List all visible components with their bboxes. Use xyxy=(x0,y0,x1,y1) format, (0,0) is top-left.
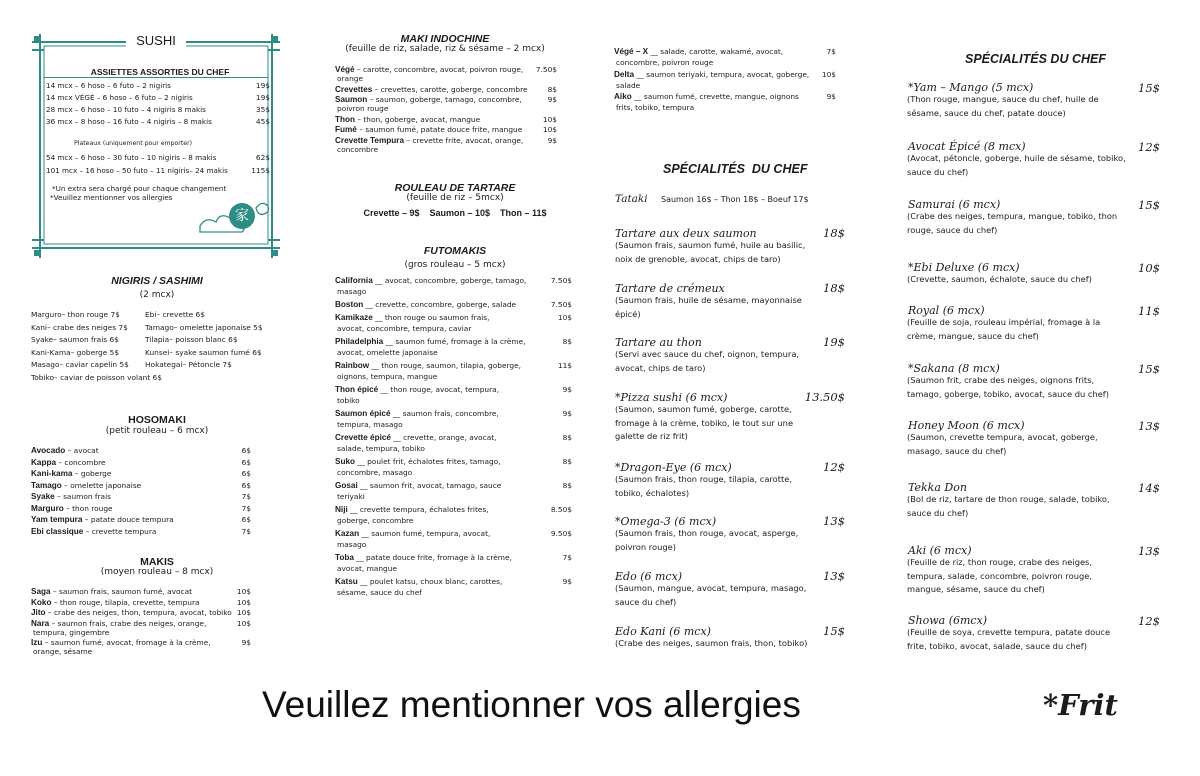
item-desc-2: frits, tobiko, tempura xyxy=(616,103,695,112)
maki-indochine-sub: (feuille de riz, salade, riz & sésame – 2 mcx) xyxy=(345,44,545,54)
item-desc: – crevette frite, avocat, orange, xyxy=(404,135,524,145)
item-desc: __ patate douce frite, fromage à la crème, xyxy=(353,553,512,562)
item-name: Syake xyxy=(31,492,55,501)
item-price: 10$ xyxy=(557,313,572,322)
nigiri-item: Tobiko– caviar de poisson volant 6$ xyxy=(31,372,162,382)
item-name: Ebi classique xyxy=(31,526,84,536)
item-name: Gosai xyxy=(335,481,358,490)
chef-item-desc: (Saumon frit, crabe des neiges, oignons frits, tamago, goberge, tobiko, avocat, sauce du chef) xyxy=(907,375,1109,399)
chef-item-price: 18$ xyxy=(823,226,845,240)
item-name: Thon xyxy=(335,114,356,124)
hosomaki-sub: (petit rouleau – 6 mcx) xyxy=(105,426,209,436)
nigiri-item: Hokategai– Pétoncle 7$ xyxy=(145,360,232,369)
chef-item-name: Tartare de crémeux xyxy=(615,282,725,295)
menu-item-line xyxy=(31,492,111,501)
item-desc: __ crevette, orange, avocat, xyxy=(390,433,497,442)
item-price: 10$ xyxy=(236,618,251,628)
item-desc-2: concombre, masago xyxy=(337,468,413,477)
frit-note: *Frit xyxy=(1043,688,1118,722)
item-desc: __ thon rouge, avocat, tempura, xyxy=(378,385,500,394)
menu-item-line xyxy=(335,409,499,418)
item-price: 9$ xyxy=(826,92,836,101)
chef-item-desc: (Crevette, saumon, échalote, sauce du chef) xyxy=(907,274,1092,284)
menu-item-line xyxy=(31,619,206,628)
chef-item-name: Tartare au thon xyxy=(615,336,702,349)
item-price: 8$ xyxy=(562,433,572,442)
chef-item-price: 15$ xyxy=(1138,362,1160,376)
nigiris-title: NIGIRIS / SASHIMI xyxy=(111,275,203,287)
item-price: 7$ xyxy=(826,47,836,56)
assiette-text: 14 mcx VÉGÉ – 6 hoso – 6 futo – 2 nigiris xyxy=(46,93,193,102)
chef-item-name: *Sakana (8 mcx) xyxy=(908,362,1000,375)
item-desc-2: poivron rouge xyxy=(337,104,389,113)
chef-item-price: 12$ xyxy=(823,460,845,474)
item-desc-2: tempura, masago xyxy=(337,420,403,429)
chef-item-name: *Dragon-Eye (6 mcx) xyxy=(615,461,732,474)
item-name: Izu xyxy=(31,638,43,647)
item-name: Crevette Tempura xyxy=(335,135,405,145)
item-name: Crevette épicé xyxy=(335,433,391,442)
item-name: Kappa xyxy=(31,457,57,467)
makis-title: MAKIS xyxy=(140,556,174,568)
item-desc-2: oignons, tempura, mangue xyxy=(337,372,438,381)
menu-item-line xyxy=(31,458,106,467)
menu-item-line xyxy=(614,92,799,101)
chef-item-price: 18$ xyxy=(823,281,845,295)
item-desc: __ saumon fumé, fromage à la crème, xyxy=(383,337,526,346)
item-desc: – saumon fumé, patate douce frite, mangue xyxy=(356,125,523,134)
item-price: 7.50$ xyxy=(550,300,572,309)
chef-item-price: 13$ xyxy=(823,569,845,583)
item-desc: – crevette tempura xyxy=(83,526,157,536)
item-name: Nara xyxy=(31,618,50,628)
item-price: 8$ xyxy=(562,481,572,490)
item-price: 8$ xyxy=(562,457,572,466)
menu-item-line xyxy=(335,136,523,145)
item-price: 7$ xyxy=(241,526,251,536)
item-desc: __ crevette, concombre, goberge, salade xyxy=(363,300,517,309)
item-desc: __ saumon fumé, tempura, avocat, xyxy=(359,529,491,538)
nigiri-item: Ebi– crevette 6$ xyxy=(145,310,205,319)
tataki-prices: Saumon 16$ – Thon 18$ – Boeuf 17$ xyxy=(661,195,809,204)
makis-sub: (moyen rouleau – 8 mcx) xyxy=(100,567,214,577)
item-name: Kani-kama xyxy=(31,469,73,478)
chef-item-desc: (Saumon, saumon fumé, goberge, carotte, fromage à la crème, tobiko, le tout sur une galette de riz frit) xyxy=(615,404,794,441)
tartare-roll-prices: Crevette – 9$ Saumon – 10$ Thon – 11$ xyxy=(363,208,547,218)
assiette-text: 28 mcx – 6 hoso – 10 futo – 4 nigiris 8 makis xyxy=(46,105,206,114)
menu-item-line xyxy=(335,361,521,370)
chef-item-name: Royal (6 mcx) xyxy=(908,304,985,317)
chef-item-desc: (Saumon, mangue, avocat, tempura, masago, sauce du chef) xyxy=(615,583,807,607)
item-price: 11$ xyxy=(557,361,572,370)
item-name: Boston xyxy=(335,300,364,309)
menu-item-line xyxy=(335,313,489,322)
chef-item-desc: (Saumon frais, saumon fumé, huile au basilic, noix de grenoble, avocat, chips de taro) xyxy=(615,240,806,264)
sushi-box xyxy=(30,30,282,260)
plateau-text: 101 mcx – 16 hoso – 50 futo – 11 nigiris– 24 makis xyxy=(46,166,228,175)
item-price: 7$ xyxy=(241,503,251,513)
futomakis-sub: (gros rouleau – 5 mcx) xyxy=(404,260,506,270)
chef-item-price: 19$ xyxy=(823,335,845,349)
item-desc-2: avocat, mangue xyxy=(337,564,397,573)
menu-item-line xyxy=(335,276,526,285)
item-desc: __ salade, carotte, wakamé, avocat, xyxy=(648,47,784,56)
menu-item-line xyxy=(614,47,783,56)
item-name: Niji xyxy=(335,505,348,514)
item-desc-2: avocat, concombre, tempura, caviar xyxy=(337,324,472,333)
menu-item-line xyxy=(31,481,141,490)
item-desc: __ crevette tempura, échalotes frites, xyxy=(347,505,489,514)
item-name: Avocado xyxy=(31,446,66,455)
item-desc: – omelette japonaise xyxy=(61,480,142,490)
item-desc: – saumon frais, saumon fumé, avocat xyxy=(50,587,193,596)
chef-item-price: 15$ xyxy=(823,624,845,638)
item-desc-2: concombre, poivron rouge xyxy=(616,58,714,67)
item-name: Suko xyxy=(335,457,356,466)
item-desc: __ thon rouge, saumon, tilapia, goberge, xyxy=(369,361,521,370)
item-price: 6$ xyxy=(241,457,251,467)
menu-item-line xyxy=(31,446,99,455)
menu-item-line xyxy=(335,577,502,586)
item-desc: – saumon fumé, avocat, fromage à la crème, xyxy=(42,638,211,647)
chef-item-name: Edo (6 mcx) xyxy=(615,570,683,583)
item-price: 10$ xyxy=(236,587,251,596)
item-desc: – saumon frais xyxy=(54,492,111,501)
menu-item-line xyxy=(335,65,523,74)
item-desc-2: teriyaki xyxy=(337,492,365,501)
item-price: 6$ xyxy=(241,515,251,524)
chef-item-desc: (Servi avec sauce du chef, oignon, tempura, avocat, chips de taro) xyxy=(615,349,800,373)
menu-item-line xyxy=(31,638,211,647)
note-extra: *Un extra sera chargé pour chaque changement xyxy=(52,184,227,193)
chef-item-price: 14$ xyxy=(1138,481,1160,495)
item-name: Saumon épicé xyxy=(335,409,391,418)
chef-item-desc: (Crabe des neiges, tempura, mangue, tobiko, thon rouge, sauce du chef) xyxy=(907,211,1118,235)
item-desc: __ saumon teriyaki, tempura, avocat, goberge, xyxy=(634,69,810,79)
item-name: Aiko xyxy=(614,92,632,101)
assiette-price: 35$ xyxy=(255,105,270,114)
item-name: Toba xyxy=(335,553,354,562)
chef-item-name: *Yam – Mango (5 mcx) xyxy=(908,81,1034,94)
chef-item-price: 12$ xyxy=(1138,140,1160,154)
nigiri-item: Syake– saumon frais 6$ xyxy=(31,335,119,344)
nigiri-item: Marguro– thon rouge 7$ xyxy=(31,310,120,319)
tartare-roll-title: ROULEAU DE TARTARE xyxy=(394,182,516,194)
nigiri-item: Tilapia– poisson blanc 6$ xyxy=(145,335,238,344)
menu-item-line xyxy=(614,70,809,79)
nigiri-item: Masago– caviar capelin 5$ xyxy=(31,360,129,369)
item-desc: – crabe des neiges, thon, tempura, avocat, tobiko xyxy=(45,608,232,617)
item-price: 6$ xyxy=(241,469,251,478)
item-price: 10$ xyxy=(542,125,557,134)
item-price: 9$ xyxy=(547,135,557,145)
item-price: 10$ xyxy=(236,597,251,607)
item-desc-2: tempura, gingembre xyxy=(33,627,110,637)
item-price: 9.50$ xyxy=(550,529,572,538)
item-desc: – saumon, goberge, tamago, concombre, xyxy=(367,95,522,104)
item-name: Saumon xyxy=(335,95,368,104)
item-desc: – patate douce tempura xyxy=(82,515,174,524)
item-desc-2: orange xyxy=(337,74,364,83)
menu-item-line xyxy=(335,95,522,104)
tataki-label: Tataki xyxy=(615,193,648,205)
item-desc-2: salade xyxy=(616,80,641,90)
chef-item-price: 13$ xyxy=(1138,544,1160,558)
item-name: Rainbow xyxy=(335,361,370,370)
item-name: Végé – X xyxy=(614,47,649,56)
item-price: 9$ xyxy=(241,638,251,647)
item-name: Jito xyxy=(31,608,46,617)
item-price: 8$ xyxy=(547,84,557,94)
item-desc: __ thon rouge ou saumon frais, xyxy=(372,313,490,322)
item-name: Végé xyxy=(335,65,355,74)
item-desc: __ saumon frit, avocat, tamago, sauce xyxy=(357,481,502,490)
chef-item-desc: (Feuille de soja, rouleau impérial, fromage à la crème, mangue, sauce du chef) xyxy=(907,317,1101,341)
nigiri-item: Kani– crabe des neiges 7$ xyxy=(31,322,128,332)
item-desc: – thon rouge, tilapia, crevette, tempura xyxy=(51,597,200,607)
nigiris-sub: (2 mcx) xyxy=(139,290,175,300)
menu-item-line xyxy=(335,385,499,394)
maki-indochine-title: MAKI INDOCHINE xyxy=(400,33,490,45)
assiette-text: 14 mcx – 6 hoso – 6 futo – 2 nigiris xyxy=(46,81,171,90)
assiette-price: 19$ xyxy=(255,93,270,102)
futomakis-title: FUTOMAKIS xyxy=(423,245,487,257)
item-desc: __ avocat, concombre, goberge, tamago, xyxy=(372,276,527,285)
menu-item-line xyxy=(31,598,200,607)
assiettes-title: ASSIETTES ASSORTIES DU CHEF xyxy=(90,67,230,77)
item-desc: – thon rouge xyxy=(63,503,113,513)
item-desc: – carotte, concombre, avocat, poivron rouge, xyxy=(354,65,524,74)
item-price: 10$ xyxy=(542,114,557,124)
chef-item-price: 13$ xyxy=(1138,419,1160,433)
item-name: Philadelphia xyxy=(335,337,384,346)
chef-specialties-title-2: SPÉCIALITÉS DU CHEF xyxy=(965,52,1106,66)
plateau-text: 54 mcx – 6 hoso – 30 futo – 10 nigiris – 8 makis xyxy=(46,153,217,162)
item-desc: – thon, goberge, avocat, mangue xyxy=(355,114,481,124)
item-desc-2: sésame, sauce du chef xyxy=(337,588,422,597)
item-name: Crevettes xyxy=(335,84,373,94)
chef-item-price: 13$ xyxy=(823,514,845,528)
item-desc: – saumon frais, crabe des neiges, orange, xyxy=(49,618,207,628)
item-desc: __ saumon fumé, crevette, mangue, oignons xyxy=(631,92,799,101)
note-allergies: *Veuillez mentionner vos allergies xyxy=(50,193,173,202)
item-name: Fumé xyxy=(335,125,357,134)
plateau-price: 115$ xyxy=(251,166,270,175)
item-price: 7$ xyxy=(241,492,251,501)
item-name: Kamikaze xyxy=(335,313,373,322)
menu-item-line xyxy=(335,337,526,346)
item-price: 7.50$ xyxy=(535,65,557,74)
sushi-title: SUSHI xyxy=(126,33,186,48)
chef-item-name: Showa (6mcx) xyxy=(908,614,988,627)
tartare-roll-sub: (feuille de riz – 5mcx) xyxy=(406,193,504,203)
chef-item-name: *Ebi Deluxe (6 mcx) xyxy=(908,261,1020,274)
item-name: Koko xyxy=(31,597,52,607)
assiette-price: 45$ xyxy=(255,117,270,126)
item-name: Tamago xyxy=(31,480,62,490)
assiette-price: 19$ xyxy=(255,81,270,90)
chef-item-name: Aki (6 mcx) xyxy=(908,544,972,557)
menu-item-line xyxy=(335,529,490,538)
chef-item-desc: (Avocat, pétoncle, goberge, huile de sésame, tobiko, sauce du chef) xyxy=(907,153,1126,177)
item-desc-2: masago xyxy=(337,540,367,549)
chef-item-desc: (Feuille de soya, crevette tempura, patate douce frite, tobiko, avocat, salade, sauce du chef) xyxy=(907,627,1111,651)
menu-item-line xyxy=(335,433,497,442)
item-desc-2: tobiko xyxy=(337,396,360,405)
nigiri-item: Tamago– omelette japonaise 5$ xyxy=(145,322,263,332)
item-name: Katsu xyxy=(335,577,358,586)
item-price: 6$ xyxy=(241,480,251,490)
assiette-text: 36 mcx – 8 hoso – 16 futo – 4 nigiris – 8 makis xyxy=(46,117,212,126)
item-price: 7$ xyxy=(562,553,572,562)
item-desc-2: salade, tempura, tobiko xyxy=(337,444,425,453)
item-name: California xyxy=(335,276,373,285)
item-desc: – avocat xyxy=(65,446,99,455)
item-desc: – crevettes, carotte, goberge, concombre xyxy=(372,84,528,94)
item-price: 9$ xyxy=(562,409,572,418)
menu-item-line xyxy=(335,457,501,466)
item-desc-2: goberge, concombre xyxy=(337,516,414,525)
menu-item-line xyxy=(335,125,522,134)
menu-item-line xyxy=(31,515,174,524)
item-desc-2: avocat, omelette japonaise xyxy=(337,348,438,357)
chef-item-name: Samurai (6 mcx) xyxy=(908,198,1001,211)
item-name: Kazan xyxy=(335,529,360,538)
chef-item-price: 13.50$ xyxy=(804,390,845,404)
item-price: 10$ xyxy=(236,608,251,617)
item-desc: – concombre xyxy=(56,457,106,467)
item-name: Marguro xyxy=(31,503,64,513)
chef-item-desc: (Saumon frais, thon rouge, avocat, asperge, poivron rouge) xyxy=(615,528,799,552)
chef-item-name: Tartare aux deux saumon xyxy=(615,227,757,240)
nigiri-item: Kunsei– syake saumon fumé 6$ xyxy=(145,347,262,357)
assiettes-underline xyxy=(44,77,268,78)
menu-item-line xyxy=(335,115,480,124)
item-desc-2: concombre xyxy=(337,144,379,154)
menu-item-line xyxy=(31,469,111,478)
chef-item-name: Tekka Don xyxy=(908,481,967,494)
menu-item-line xyxy=(335,85,528,94)
item-price: 9$ xyxy=(562,577,572,586)
allergies-notice: Veuillez mentionner vos allergies xyxy=(262,684,801,725)
plateau-price: 62$ xyxy=(255,153,270,162)
hosomaki-title: HOSOMAKI xyxy=(128,414,186,426)
menu-item-line xyxy=(335,300,516,309)
item-price: 8$ xyxy=(562,337,572,346)
chef-specialties-title-1: SPÉCIALITÉS DU CHEF xyxy=(663,162,808,176)
chef-item-price: 11$ xyxy=(1138,304,1160,318)
chef-item-name: Edo Kani (6 mcx) xyxy=(615,625,711,638)
menu-item-line xyxy=(31,504,113,513)
chef-item-name: *Omega-3 (6 mcx) xyxy=(615,515,717,528)
item-price: 7.50$ xyxy=(550,276,572,285)
item-name: Delta xyxy=(614,69,635,79)
menu-item-line xyxy=(335,505,489,514)
item-price: 8.50$ xyxy=(550,505,572,514)
chef-item-name: Avocat Épicé (8 mcx) xyxy=(908,140,1026,153)
item-price: 9$ xyxy=(547,95,557,104)
chef-item-price: 12$ xyxy=(1138,614,1160,628)
menu-item-line xyxy=(31,587,192,596)
chef-item-desc: (Crabe des neiges, saumon frais, thon, tobiko) xyxy=(615,638,808,648)
item-desc-2: masago xyxy=(337,287,367,296)
nigiri-item: Kani-Kama– goberge 5$ xyxy=(31,347,120,357)
item-price: 10$ xyxy=(821,69,836,79)
chef-item-name: Honey Moon (6 mcx) xyxy=(908,419,1025,432)
item-name: Thon épicé xyxy=(335,385,379,394)
chef-item-desc: (Saumon frais, huile de sésame, mayonnaise épicé) xyxy=(615,295,802,319)
chef-item-price: 10$ xyxy=(1138,261,1160,275)
menu-item-line xyxy=(31,527,156,536)
item-desc-2: orange, sésame xyxy=(33,647,93,656)
item-desc: – goberge xyxy=(72,469,112,478)
item-desc: __ poulet frit, échalotes frites, tamago, xyxy=(355,457,501,466)
menu-item-line xyxy=(335,553,512,562)
menu-item-line xyxy=(335,481,501,490)
chef-item-desc: (Saumon, crevette tempura, avocat, goberge, masago, sauce du chef) xyxy=(907,432,1098,456)
chef-item-desc: (Saumon frais, thon rouge, tilapia, carotte, tobiko, échalotes) xyxy=(615,474,792,498)
menu-item-line xyxy=(31,608,232,617)
logo-glyph: 家 xyxy=(235,208,249,224)
chef-item-desc: (Bol de riz, tartare de thon rouge, salade, tobiko, sauce du chef) xyxy=(907,494,1110,518)
chef-item-price: 15$ xyxy=(1138,81,1160,95)
item-price: 9$ xyxy=(562,385,572,394)
item-price: 6$ xyxy=(241,446,251,455)
item-name: Yam tempura xyxy=(31,515,83,524)
chef-item-name: *Pizza sushi (6 mcx) xyxy=(615,391,728,404)
chef-item-price: 15$ xyxy=(1138,198,1160,212)
chef-item-desc: (Thon rouge, mangue, sauce du chef, huile de sésame, sauce du chef, patate douce) xyxy=(907,94,1099,118)
item-desc: __ saumon frais, concombre, xyxy=(390,409,499,418)
item-desc: __ poulet katsu, choux blanc, carottes, xyxy=(357,577,503,586)
plateaux-label: Plateaux (uniquement pour emporter) xyxy=(74,140,193,147)
item-name: Saga xyxy=(31,587,51,596)
chef-item-desc: (Feuille de riz, thon rouge, crabe des neiges, tempura, salade, concombre, poivron rouge, mangue, sésame, sauce du chef) xyxy=(907,557,1093,594)
